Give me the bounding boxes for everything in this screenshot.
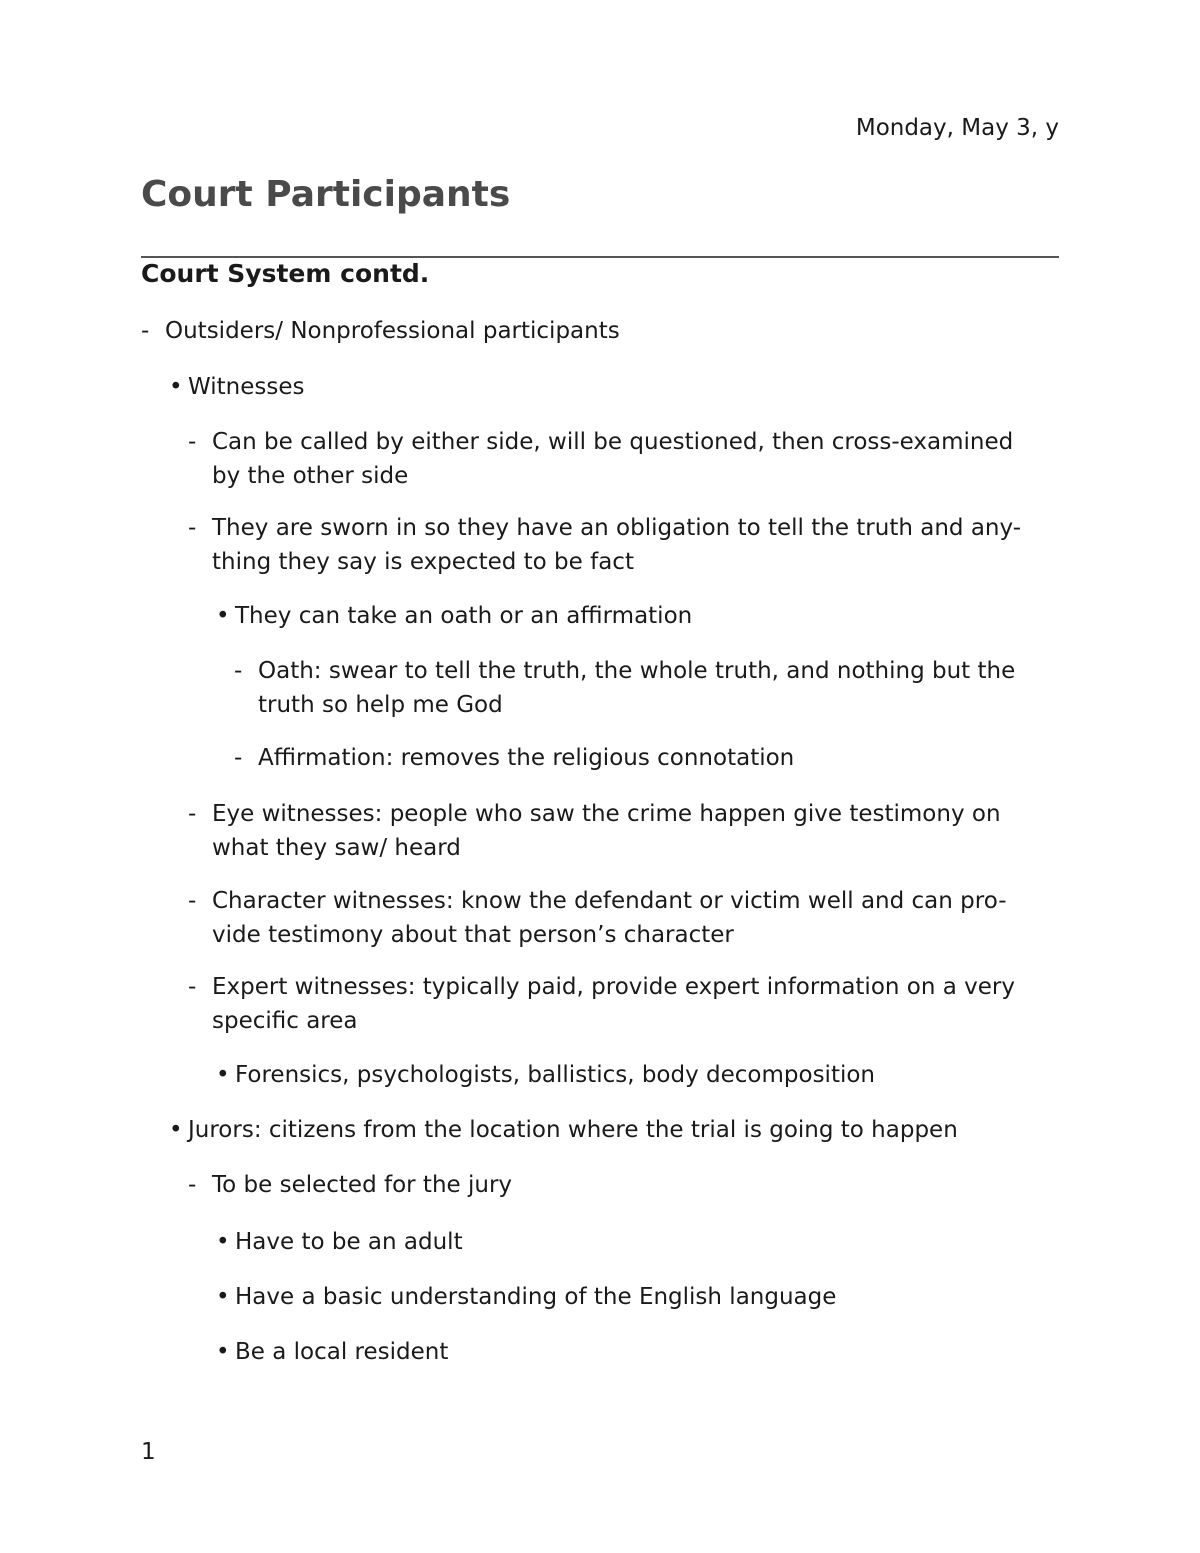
bullet-marker: • (169, 374, 183, 400)
outline-item (169, 1113, 1048, 1147)
bullet-marker: • (216, 1229, 230, 1255)
dash-marker: - (188, 1172, 197, 1198)
outline-item (216, 1335, 1035, 1369)
outline-item (216, 1225, 1035, 1259)
outline-item (188, 797, 1042, 865)
title-divider (141, 256, 1059, 258)
outline-item-text: To be selected for the jury (212, 1172, 513, 1198)
outline-item (188, 970, 1052, 1038)
outline-item (169, 370, 1048, 404)
outline-item (188, 1168, 1042, 1202)
page-title: Court Participants (141, 174, 511, 215)
outline-item (188, 884, 1042, 952)
bullet-marker: • (216, 603, 230, 629)
bullet-marker: • (216, 1284, 230, 1310)
outline-item (234, 654, 1048, 722)
outline-item-text: Be a local resident (235, 1339, 449, 1365)
outline-item-text: Character witnesses: know the defendant or victim well and can pro-vide testimony about that person’s character (212, 888, 1007, 948)
outline-item-text: Witnesses (188, 374, 305, 400)
bullet-marker: • (216, 1062, 230, 1088)
outline-item (216, 1058, 1035, 1092)
note-date: Monday, May 3, y (855, 115, 1059, 141)
bullet-marker: • (216, 1339, 230, 1365)
outline-item-text: Have a basic understanding of the English language (235, 1284, 837, 1310)
dash-marker: - (188, 888, 197, 914)
outline-item-text: They can take an oath or an affirmation (235, 603, 693, 629)
dash-marker: - (188, 429, 197, 455)
outline-item-text: Eye witnesses: people who saw the crime happen give testimony on what they saw/ heard (212, 801, 1001, 861)
outline-item-text: Affirmation: removes the religious connotation (258, 745, 795, 771)
outline-item (216, 599, 1035, 633)
dash-marker: - (234, 658, 243, 684)
outline-item (188, 511, 1052, 579)
outline-item (141, 314, 1045, 348)
bullet-marker: • (169, 1117, 183, 1143)
dash-marker: - (188, 801, 197, 827)
outline-item-text: Jurors: citizens from the location where the trial is going to happen (188, 1117, 958, 1143)
outline-item-text: Forensics, psychologists, ballistics, body decomposition (235, 1062, 876, 1088)
outline-item-text: They are sworn in so they have an obligation to tell the truth and any-thing they say is expected to be fact (212, 515, 1021, 575)
outline-item-text: Have to be an adult (235, 1229, 463, 1255)
dash-marker: - (141, 318, 150, 344)
outline-item (188, 425, 1044, 493)
outline-item-text: Can be called by either side, will be questioned, then cross-examined by the other side (212, 429, 1014, 489)
outline-item (234, 741, 1048, 775)
dash-marker: - (188, 974, 197, 1000)
dash-marker: - (188, 515, 197, 541)
outline-item-text: Expert witnesses: typically paid, provide expert information on a very specific area (212, 974, 1015, 1034)
section-heading: Court System contd. (141, 259, 430, 288)
outline-item-text: Outsiders/ Nonprofessional participants (165, 318, 620, 344)
page-number: 1 (141, 1439, 156, 1465)
outline-item-text: Oath: swear to tell the truth, the whole truth, and nothing but the truth so help me God (258, 658, 1016, 718)
dash-marker: - (234, 745, 243, 771)
outline-item (216, 1280, 1035, 1314)
